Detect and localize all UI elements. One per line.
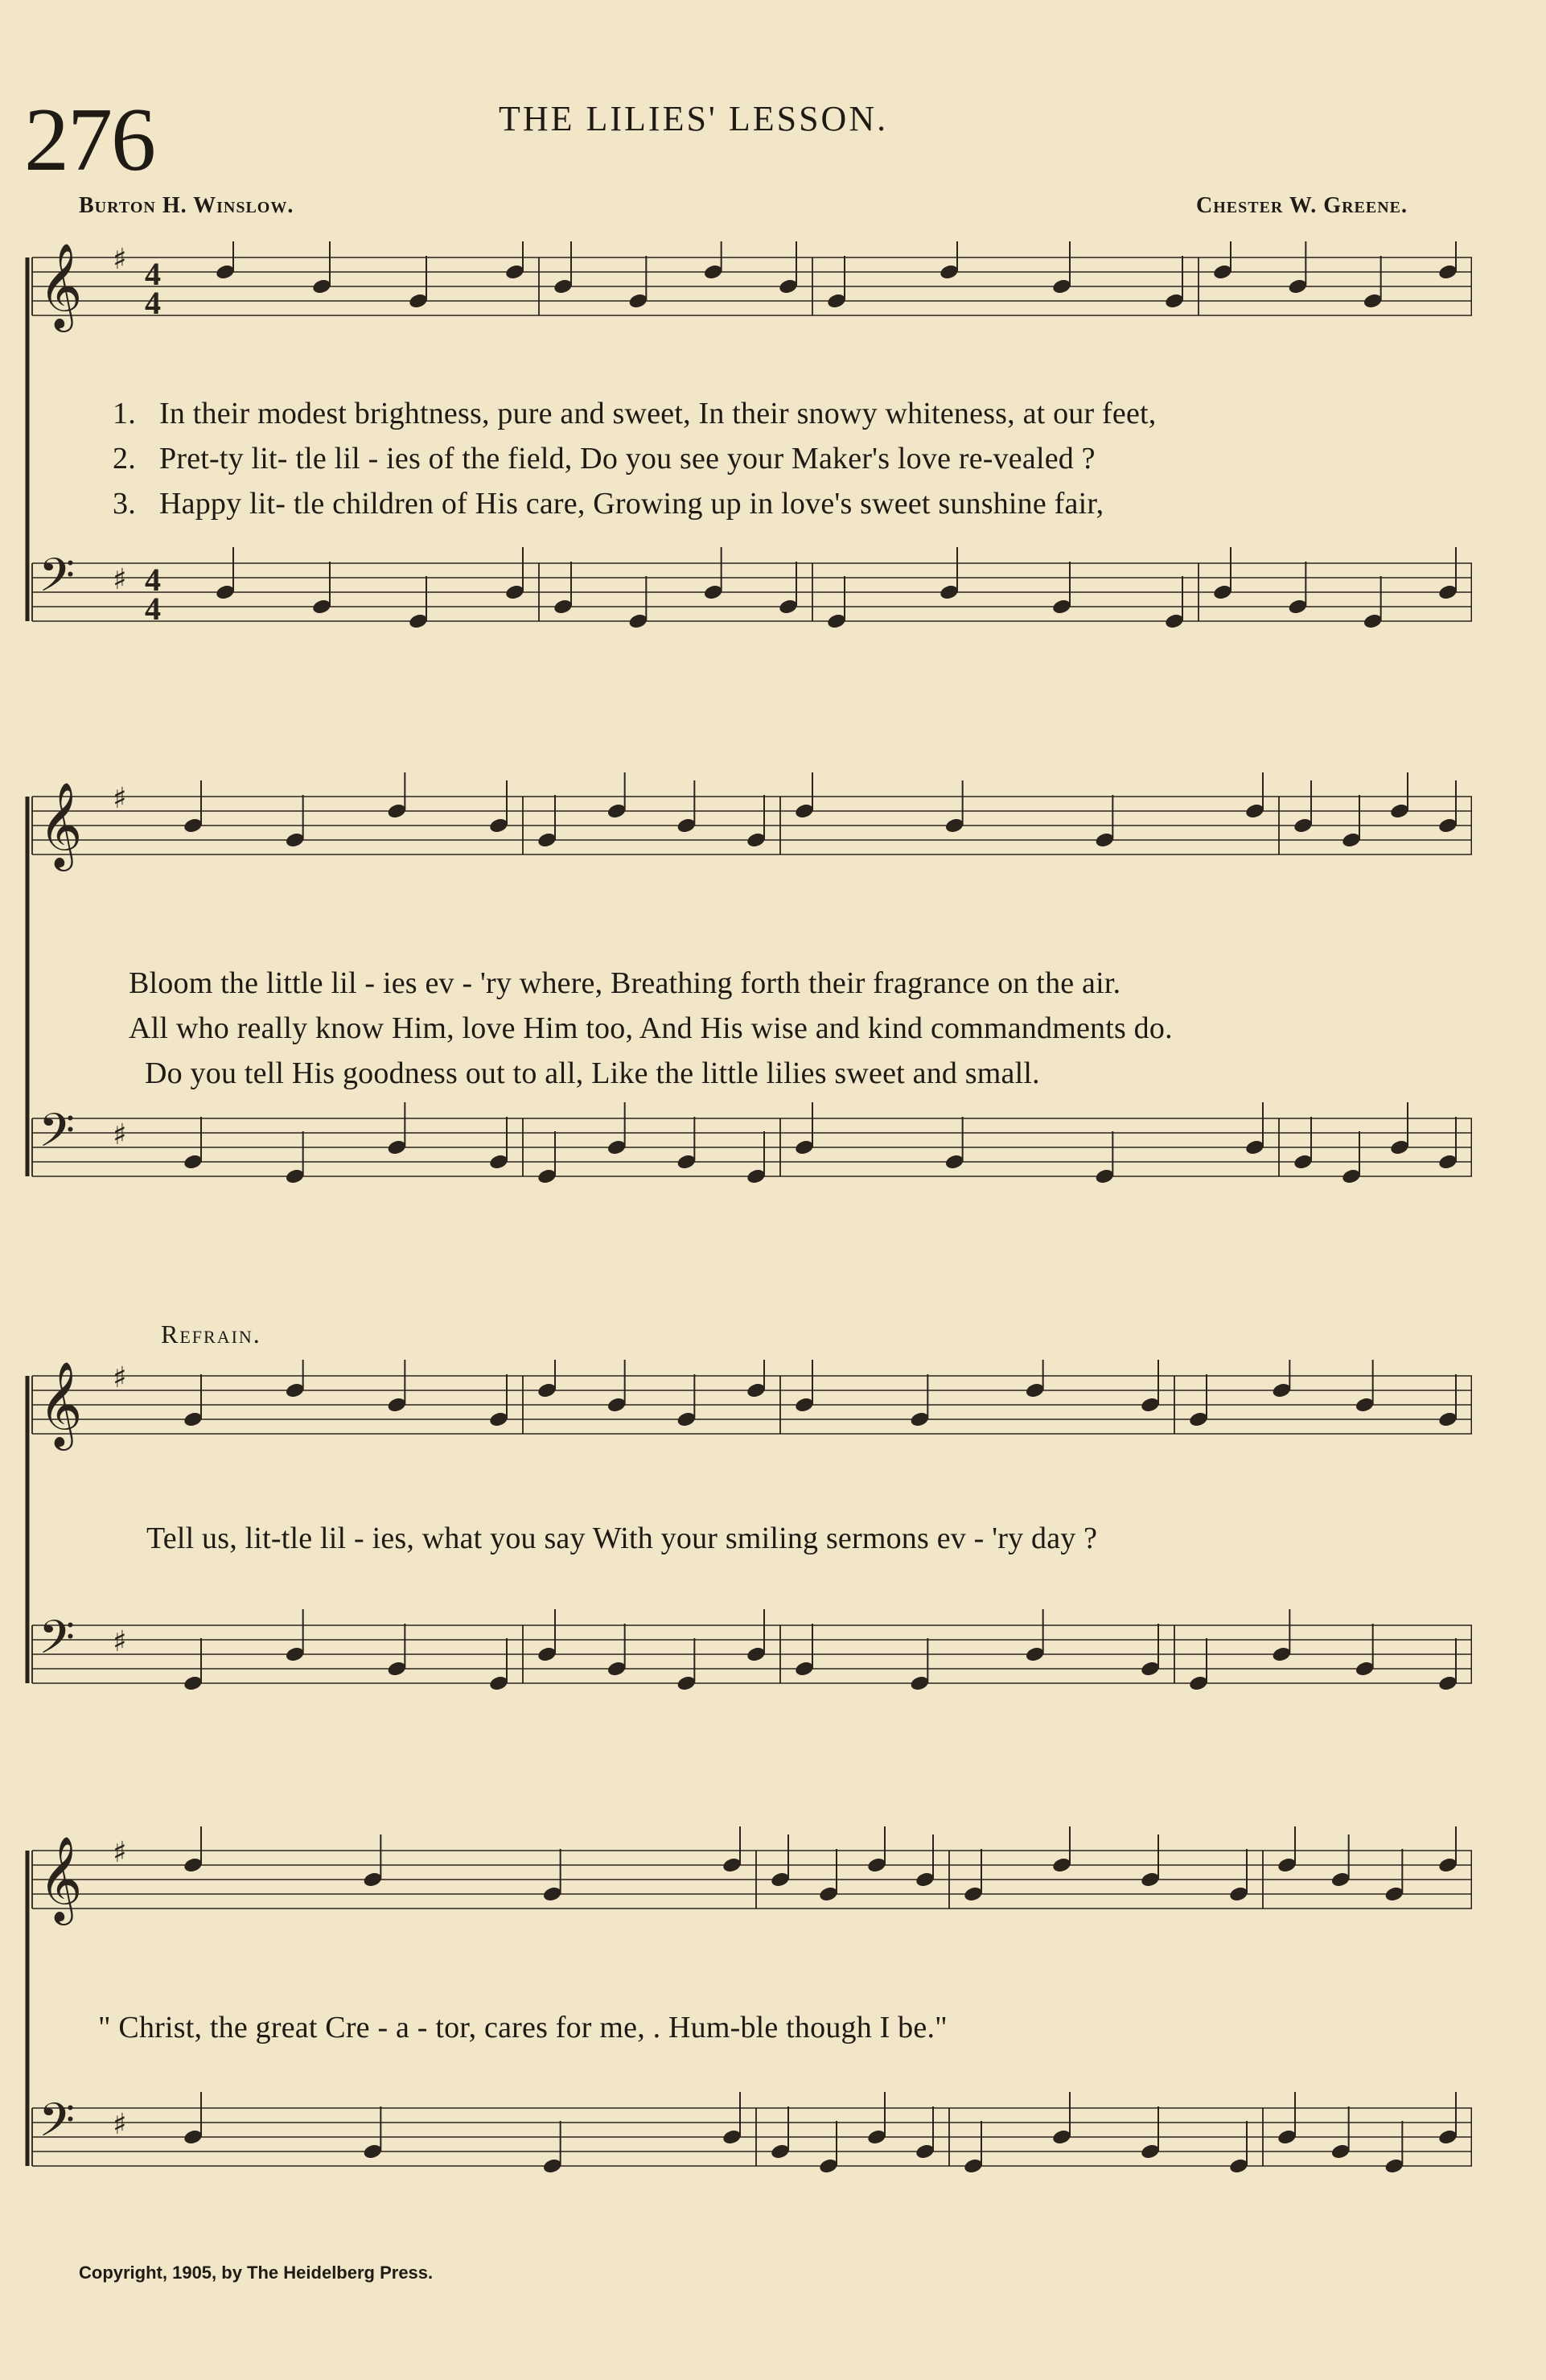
sharp-icon: ♯ bbox=[113, 563, 127, 596]
sharp-icon: ♯ bbox=[113, 1625, 127, 1658]
lyric-line-refrain bbox=[146, 1521, 1097, 1556]
sharp-icon: ♯ bbox=[113, 1361, 127, 1394]
composer-credit: Chester W. Greene. bbox=[1196, 193, 1408, 218]
time-signature-digit: 4 bbox=[145, 285, 161, 321]
sharp-icon: ♯ bbox=[113, 243, 127, 276]
time-signature-digit: 4 bbox=[145, 256, 161, 292]
grand-staff-3 bbox=[24, 1360, 1472, 1762]
bass-clef-icon: 𝄢 bbox=[39, 2093, 76, 2159]
music-system-3 bbox=[24, 1360, 1472, 1762]
lyric-text: All who really know Him, love Him too, And His wise and kind commandments do. bbox=[129, 1011, 1173, 1045]
lyric-text: " Christ, the great Cre - a - tor, cares for me, . Hum-ble though I be." bbox=[98, 2011, 948, 2044]
music-system-1 bbox=[24, 241, 1472, 692]
treble-clef-icon: 𝄞 bbox=[39, 242, 83, 328]
lyric-line-verse-3 bbox=[113, 486, 1104, 521]
music-system-4 bbox=[24, 1826, 1472, 2229]
hymn-title: THE LILIES' LESSON. bbox=[499, 99, 889, 138]
bass-clef-icon: 𝄢 bbox=[39, 1610, 76, 1676]
lyric-line-verse-2 bbox=[129, 1011, 1173, 1046]
refrain-label: Refrain. bbox=[161, 1320, 261, 1349]
sharp-icon: ♯ bbox=[113, 2108, 127, 2141]
copyright-notice: Copyright, 1905, by The Heidelberg Press. bbox=[79, 2263, 434, 2283]
lyric-text: Happy lit- tle children of His care, Growing up in love's sweet sunshine fair, bbox=[159, 487, 1104, 521]
verse-number: 2. bbox=[113, 442, 136, 476]
verse-number: 1. bbox=[113, 397, 136, 430]
lyric-text: Bloom the little lil - ies ev - 'ry where, Breathing forth their fragrance on the air. bbox=[129, 966, 1121, 1000]
verse-number: 3. bbox=[113, 487, 136, 521]
time-signature-digit: 4 bbox=[145, 562, 161, 598]
lyric-text: In their modest brightness, pure and sweet, In their snowy whiteness, at our feet, bbox=[159, 397, 1157, 430]
lyric-text: Pret-ty lit- tle lil - ies of the field, Do you see your Maker's love re-vealed ? bbox=[159, 442, 1096, 476]
time-signature-digit: 4 bbox=[145, 591, 161, 627]
bass-clef-icon: 𝄢 bbox=[39, 1103, 76, 1169]
lyric-text: Tell us, lit-tle lil - ies, what you say With your smiling sermons ev - 'ry day ? bbox=[146, 1521, 1098, 1555]
treble-clef-icon: 𝄞 bbox=[39, 1835, 83, 1921]
lyric-line-verse-2 bbox=[113, 441, 1096, 476]
bass-clef-icon: 𝄢 bbox=[39, 548, 76, 614]
lyric-line-refrain bbox=[98, 2010, 948, 2045]
lyric-text: Do you tell His goodness out to all, Like the little lilies sweet and small. bbox=[145, 1056, 1040, 1090]
lyric-line-verse-1 bbox=[129, 966, 1120, 1001]
author-credit: Burton H. Winslow. bbox=[79, 193, 294, 218]
sharp-icon: ♯ bbox=[113, 782, 127, 815]
lyric-line-verse-3 bbox=[145, 1056, 1040, 1091]
sharp-icon: ♯ bbox=[113, 1118, 127, 1151]
treble-clef-icon: 𝄞 bbox=[39, 1361, 83, 1447]
lyric-line-verse-1 bbox=[113, 396, 1157, 431]
treble-clef-icon: 𝄞 bbox=[39, 781, 83, 867]
sharp-icon: ♯ bbox=[113, 1836, 127, 1869]
hymn-number: 276 bbox=[24, 90, 154, 190]
music-system-2 bbox=[24, 772, 1472, 1271]
